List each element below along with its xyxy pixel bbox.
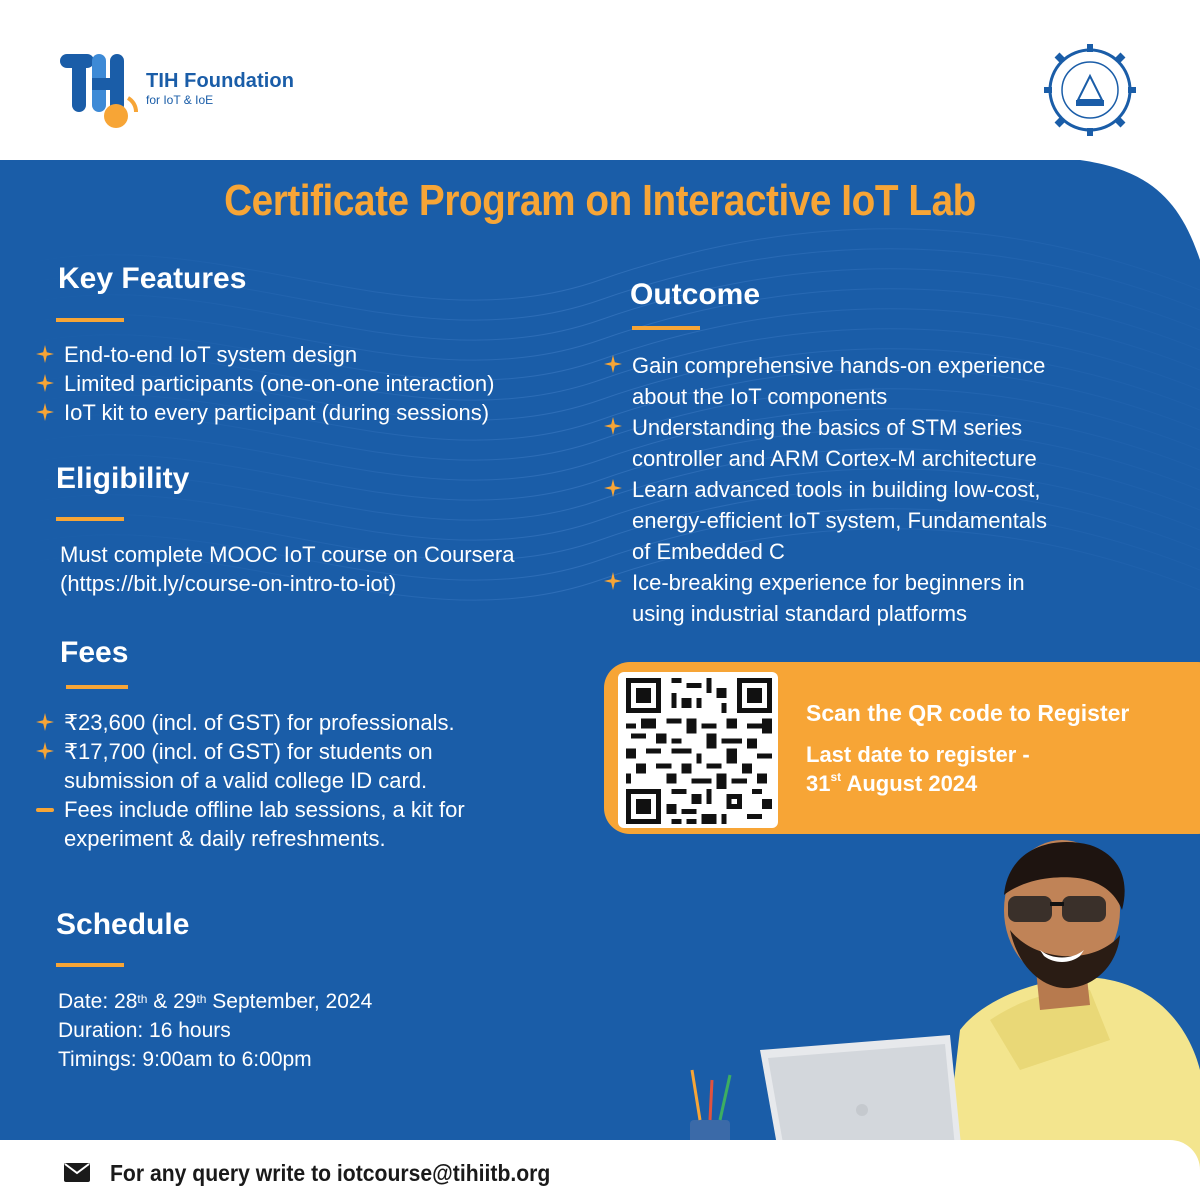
scan-qr-text: Scan the QR code to Register [806, 700, 1130, 726]
outcome-line: Gain comprehensive hands-on experience [632, 353, 1046, 378]
fee-professionals: ₹23,600 (incl. of GST) for professionals. [64, 710, 455, 735]
list-item [36, 369, 494, 398]
fee-includes-line-2: experiment & daily refreshments. [64, 826, 386, 851]
schedule-duration: Duration: 16 hours [58, 1019, 231, 1042]
eligibility-link: (https://bit.ly/course-on-intro-to-iot) [60, 571, 397, 596]
outcome-underline [632, 326, 700, 330]
list-item [36, 708, 465, 737]
fees-underline [66, 685, 128, 689]
star-bullet-icon [36, 713, 54, 731]
star-bullet-icon [604, 355, 622, 373]
key-features-heading: Key Features [58, 262, 247, 295]
schedule-timings: Timings: 9:00am to 6:00pm [58, 1048, 312, 1071]
last-date-value: 31st August 2024 [806, 770, 978, 796]
fee-includes-line-1: Fees include offline lab sessions, a kit for [64, 797, 465, 822]
eligibility-text [60, 540, 514, 598]
feature-text: Limited participants (one-on-one interaction) [64, 371, 495, 396]
outcome-list [604, 350, 1047, 629]
eligibility-line-1: Must complete MOOC IoT course on Coursera [60, 542, 515, 567]
star-bullet-icon [36, 345, 54, 363]
key-features-list [36, 340, 494, 427]
star-bullet-icon [604, 479, 622, 497]
star-bullet-icon [604, 417, 622, 435]
fees-heading: Fees [60, 636, 129, 669]
list-item [604, 474, 1047, 567]
fee-students-line-2: submission of a valid college ID card. [64, 768, 428, 793]
outcome-line: Ice-breaking experience for beginners in [632, 570, 1025, 595]
list-item [36, 340, 494, 369]
tih-logo-icon [58, 50, 138, 132]
list-item [604, 567, 1047, 629]
feature-text: IoT kit to every participant (during sessions) [64, 400, 490, 425]
star-bullet-icon [604, 572, 622, 590]
outcome-line: of Embedded C [632, 539, 785, 564]
schedule-details [58, 987, 372, 1074]
contact-text[interactable]: For any query write to iotcourse@tihiitb.org [110, 1160, 551, 1186]
list-item [604, 350, 1047, 412]
qr-code-icon[interactable] [626, 678, 772, 824]
schedule-heading: Schedule [56, 908, 190, 941]
outcome-line: controller and ARM Cortex-M architecture [632, 446, 1037, 471]
eligibility-heading: Eligibility [56, 462, 190, 495]
feature-text: End-to-end IoT system design [64, 342, 358, 367]
list-item [36, 795, 465, 853]
dash-bullet-icon [36, 808, 54, 812]
schedule-date: Date: 28th & 29th September, 2024 [58, 990, 373, 1013]
outcome-heading: Outcome [630, 278, 761, 311]
star-bullet-icon [36, 374, 54, 392]
list-item [36, 737, 465, 795]
list-item [36, 398, 494, 427]
eligibility-underline [56, 517, 124, 521]
fee-students-line-1: ₹17,700 (incl. of GST) for students on [64, 739, 433, 764]
star-bullet-icon [36, 742, 54, 760]
last-date-label: Last date to register - [806, 742, 1030, 767]
outcome-line: using industrial standard platforms [632, 601, 968, 626]
outcome-line: energy-efficient IoT system, Fundamentals [632, 508, 1047, 533]
key-features-underline [56, 318, 124, 322]
org-subtitle: for IoT & IoE [146, 93, 214, 107]
program-title: Certificate Program on Interactive IoT Lab [224, 176, 976, 225]
org-name: TIH Foundation [146, 70, 295, 92]
fees-list [36, 708, 465, 853]
iit-bombay-seal-icon [1040, 40, 1140, 140]
mail-icon [64, 1163, 90, 1182]
outcome-line: Learn advanced tools in building low-cost, [632, 477, 1041, 502]
outcome-line: Understanding the basics of STM series [632, 415, 1023, 440]
outcome-line: about the IoT components [632, 384, 888, 409]
schedule-underline [56, 963, 124, 967]
star-bullet-icon [36, 403, 54, 421]
list-item [604, 412, 1047, 474]
